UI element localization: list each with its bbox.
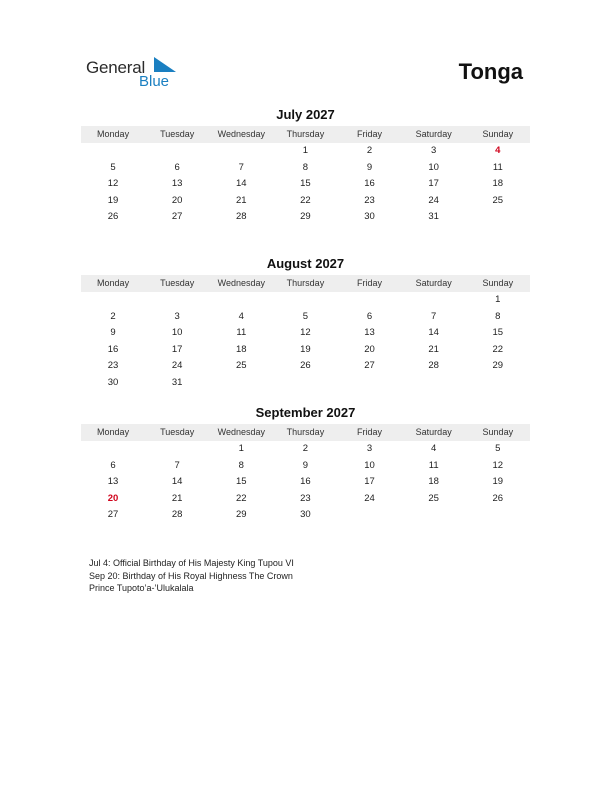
day-cell xyxy=(209,143,273,160)
day-cell xyxy=(145,143,209,160)
month-title: September 2027 xyxy=(255,405,356,420)
month-title: July 2027 xyxy=(276,107,335,122)
weekday-header: Tuesday xyxy=(160,427,195,437)
day-cell xyxy=(209,292,273,309)
day-cell xyxy=(402,292,466,309)
day-cell: 3 xyxy=(366,443,373,454)
day-cell: 25 xyxy=(492,194,504,206)
day-cell xyxy=(273,292,337,309)
day-cell: 3 xyxy=(174,310,180,322)
day-cell: 5 xyxy=(110,161,116,173)
day-cell: 6 xyxy=(110,459,116,471)
day-cell: 8 xyxy=(495,310,501,322)
day-cell: 28 xyxy=(236,211,247,223)
week-row xyxy=(81,325,530,342)
day-cell xyxy=(145,292,209,309)
week-row xyxy=(81,160,530,177)
holiday-day-cell: 4 xyxy=(495,145,501,156)
week-row xyxy=(81,491,530,508)
day-cell: 23 xyxy=(107,360,119,372)
day-cell: 16 xyxy=(107,343,119,355)
day-cell: 5 xyxy=(495,443,501,454)
weekday-header: Tuesday xyxy=(160,278,195,288)
day-cell: 12 xyxy=(300,327,311,339)
day-cell xyxy=(81,143,145,160)
day-cell: 18 xyxy=(428,476,439,488)
day-cell: 16 xyxy=(300,476,311,488)
weekday-header-row xyxy=(81,424,530,441)
logo-flag-icon xyxy=(154,57,176,73)
weekday-header: Monday xyxy=(97,129,130,139)
day-cell: 29 xyxy=(300,211,311,223)
weekday-header: Thursday xyxy=(286,427,325,437)
day-cell: 24 xyxy=(364,492,375,504)
day-cell: 21 xyxy=(428,343,439,355)
logo-text-general: General xyxy=(86,58,146,77)
holiday-note: Prince Tupoto’a-’Ulukalala xyxy=(89,583,194,593)
week-row xyxy=(81,474,530,491)
month-august xyxy=(81,256,530,392)
weekday-header: Sunday xyxy=(482,427,514,437)
holiday-notes xyxy=(89,557,294,595)
month-title: August 2027 xyxy=(266,256,345,271)
day-cell xyxy=(145,441,209,458)
day-cell xyxy=(81,441,145,458)
weekday-header: Saturday xyxy=(415,427,452,437)
day-cell: 3 xyxy=(431,145,437,156)
week-row xyxy=(81,441,530,458)
week-row xyxy=(81,342,530,359)
weekday-header: Friday xyxy=(357,427,383,437)
day-cell xyxy=(402,507,466,524)
day-cell: 14 xyxy=(171,476,183,488)
day-cell: 8 xyxy=(238,459,244,471)
day-cell: 28 xyxy=(428,360,439,372)
weekday-header: Monday xyxy=(97,278,130,288)
weekday-header-row xyxy=(81,126,530,143)
day-cell: 4 xyxy=(238,310,244,322)
day-cell: 9 xyxy=(110,327,116,339)
week-row xyxy=(81,292,530,309)
day-cell: 24 xyxy=(171,360,183,372)
weekday-header: Wednesday xyxy=(217,129,265,139)
day-cell: 26 xyxy=(300,360,311,372)
day-cell: 21 xyxy=(171,492,183,504)
day-cell: 7 xyxy=(431,310,437,322)
weekday-header: Thursday xyxy=(286,129,325,139)
day-cell: 13 xyxy=(107,476,119,488)
day-cell: 8 xyxy=(302,161,309,173)
weekday-header: Sunday xyxy=(482,278,514,288)
day-cell: 9 xyxy=(302,459,309,471)
day-cell: 20 xyxy=(364,343,375,355)
weekday-header: Wednesday xyxy=(217,427,265,437)
weekday-header: Sunday xyxy=(482,129,514,139)
day-cell: 12 xyxy=(107,178,119,190)
day-cell: 24 xyxy=(428,194,439,206)
day-cell: 11 xyxy=(492,161,503,173)
day-cell: 7 xyxy=(238,161,244,173)
day-cell: 25 xyxy=(428,492,439,504)
day-cell: 1 xyxy=(238,443,244,454)
day-cell: 31 xyxy=(171,376,183,388)
weekday-header: Saturday xyxy=(415,278,452,288)
day-cell: 6 xyxy=(366,310,373,322)
day-cell: 9 xyxy=(366,161,373,173)
day-cell: 27 xyxy=(364,360,375,372)
day-cell: 5 xyxy=(302,310,309,322)
weekday-header: Thursday xyxy=(286,278,325,288)
day-cell: 7 xyxy=(174,459,180,471)
day-cell xyxy=(466,209,530,226)
day-cell xyxy=(81,292,145,309)
day-cell: 2 xyxy=(366,145,373,156)
day-cell: 26 xyxy=(492,492,504,504)
day-cell xyxy=(273,375,337,392)
weekday-header-row xyxy=(81,275,530,292)
day-cell: 22 xyxy=(492,343,504,355)
day-cell: 17 xyxy=(171,343,183,355)
day-cell: 11 xyxy=(236,327,247,339)
day-cell: 13 xyxy=(171,178,183,190)
weekday-header: Friday xyxy=(357,129,383,139)
day-cell: 27 xyxy=(107,509,119,521)
day-cell: 15 xyxy=(492,327,504,339)
day-cell: 22 xyxy=(300,194,311,206)
week-row xyxy=(81,193,530,210)
day-cell xyxy=(466,375,530,392)
weekday-header: Saturday xyxy=(415,129,452,139)
week-row xyxy=(81,209,530,226)
day-cell xyxy=(338,507,402,524)
country-title: Tonga xyxy=(458,59,523,84)
month-july xyxy=(81,107,530,226)
week-row xyxy=(81,358,530,375)
month-september xyxy=(81,405,530,524)
day-cell: 19 xyxy=(300,343,311,355)
holiday-day-cell: 20 xyxy=(107,492,119,504)
day-cell: 19 xyxy=(492,476,504,488)
holiday-note: Jul 4: Official Birthday of His Majesty King Tupou VI xyxy=(89,558,294,568)
day-cell: 13 xyxy=(364,327,375,339)
day-cell: 10 xyxy=(364,459,375,471)
day-cell: 18 xyxy=(236,343,247,355)
day-cell: 21 xyxy=(236,194,247,206)
weekday-header: Friday xyxy=(357,278,383,288)
day-cell: 23 xyxy=(364,194,375,206)
day-cell: 30 xyxy=(364,211,375,223)
day-cell: 11 xyxy=(428,459,439,471)
day-cell xyxy=(209,375,273,392)
day-cell: 2 xyxy=(302,443,309,454)
day-cell xyxy=(466,507,530,524)
day-cell: 18 xyxy=(492,178,504,190)
day-cell: 26 xyxy=(107,211,119,223)
day-cell: 10 xyxy=(428,161,439,173)
day-cell: 20 xyxy=(171,194,183,206)
generalblue-logo xyxy=(86,55,196,95)
day-cell: 29 xyxy=(492,360,504,372)
day-cell: 17 xyxy=(364,476,375,488)
day-cell: 14 xyxy=(428,327,439,339)
day-cell xyxy=(338,292,402,309)
day-cell: 23 xyxy=(300,492,311,504)
day-cell: 17 xyxy=(428,178,439,190)
week-row xyxy=(81,375,530,392)
weekday-header: Monday xyxy=(97,427,130,437)
day-cell: 15 xyxy=(300,178,311,190)
day-cell: 6 xyxy=(174,161,180,173)
day-cell: 1 xyxy=(495,294,501,305)
day-cell: 30 xyxy=(300,509,311,521)
weekday-header: Wednesday xyxy=(217,278,265,288)
day-cell: 19 xyxy=(107,194,119,206)
day-cell: 14 xyxy=(236,178,247,190)
day-cell: 12 xyxy=(492,459,504,471)
day-cell xyxy=(402,375,466,392)
day-cell: 1 xyxy=(302,145,309,156)
holiday-note: Sep 20: Birthday of His Royal Highness The Crown xyxy=(89,570,293,581)
day-cell: 2 xyxy=(110,310,116,322)
week-row xyxy=(81,458,530,475)
week-row xyxy=(81,507,530,524)
day-cell: 10 xyxy=(171,327,183,339)
week-row xyxy=(81,309,530,326)
day-cell: 28 xyxy=(171,509,183,521)
week-row xyxy=(81,176,530,193)
week-row xyxy=(81,143,530,160)
logo-text-blue: Blue xyxy=(139,73,170,90)
day-cell: 27 xyxy=(171,211,183,223)
day-cell xyxy=(338,375,402,392)
day-cell: 16 xyxy=(364,178,375,190)
day-cell: 30 xyxy=(107,376,119,388)
day-cell: 25 xyxy=(236,360,247,372)
day-cell: 29 xyxy=(236,509,247,521)
day-cell: 15 xyxy=(236,476,247,488)
day-cell: 31 xyxy=(428,211,439,223)
weekday-header: Tuesday xyxy=(160,129,195,139)
day-cell: 22 xyxy=(236,492,247,504)
day-cell: 4 xyxy=(431,443,437,454)
